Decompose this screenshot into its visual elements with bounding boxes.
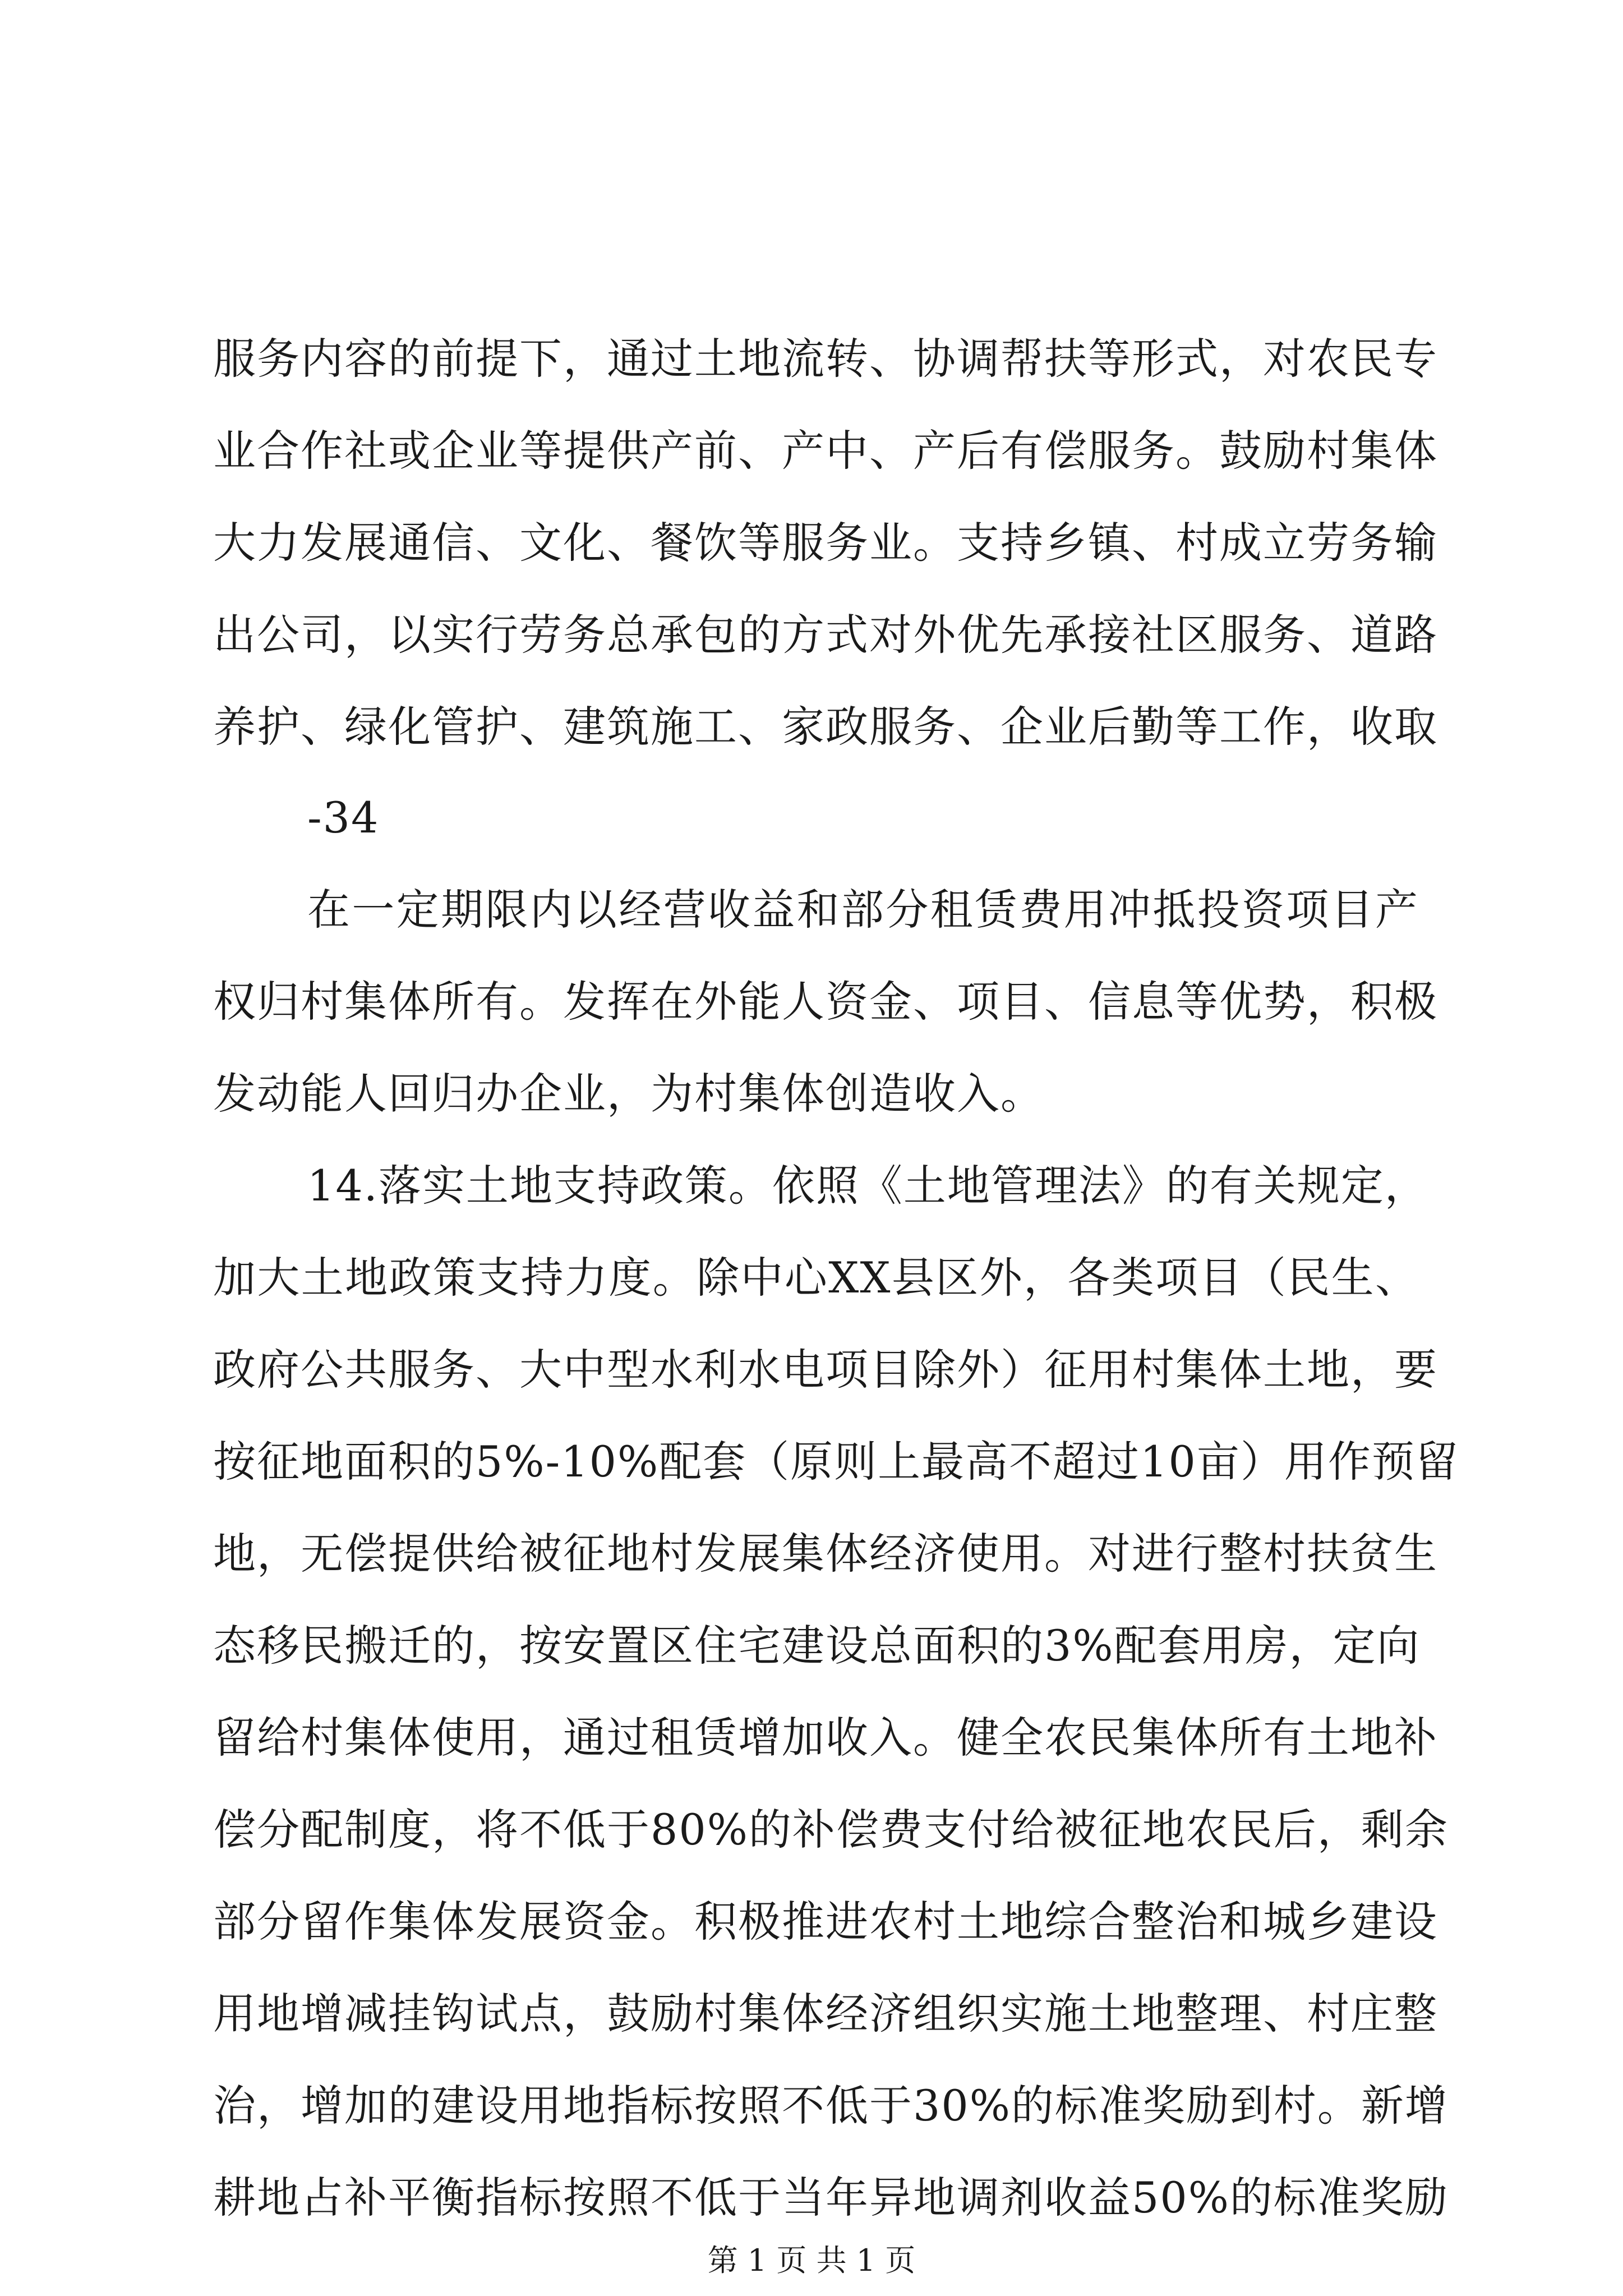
text-line: 出公司，以实行劳务总承包的方式对外优先承接社区服务、道路 <box>213 610 1438 660</box>
page-number-marker: -34 <box>307 793 380 843</box>
text-line: 权归村集体所有。发挥在外能人资金、项目、信息等优势，积极 <box>213 977 1438 1027</box>
text-line: 在一定期限内以经营收益和部分租赁费用冲抵投资项目产 <box>307 885 1419 935</box>
text-line: 态移民搬迁的，按安置区住宅建设总面积的3%配套用房，定向 <box>213 1621 1421 1671</box>
text-line: 留给村集体使用，通过租赁增加收入。健全农民集体所有土地补 <box>213 1713 1438 1763</box>
page-footer: 第 1 页 共 1 页 <box>707 2243 916 2278</box>
section-heading-line: 14.落实土地支持政策。依照《土地管理法》的有关规定， <box>307 1161 1428 1211</box>
text-line: 地，无偿提供给被征地村发展集体经济使用。对进行整村扶贫生 <box>213 1529 1438 1579</box>
text-line: 部分留作集体发展资金。积极推进农村土地综合整治和城乡建设 <box>213 1897 1438 1947</box>
text-line: 发动能人回归办企业，为村集体创造收入。 <box>213 1069 1044 1119</box>
text-line: 大力发展通信、文化、餐饮等服务业。支持乡镇、村成立劳务输 <box>213 518 1438 568</box>
text-line: 按征地面积的5%-10%配套（原则上最高不超过10亩）用作预留 <box>213 1437 1459 1487</box>
text-line: 治，增加的建设用地指标按照不低于30%的标准奖励到村。新增 <box>213 2081 1449 2131</box>
text-line: 业合作社或企业等提供产前、产中、产后有偿服务。鼓励村集体 <box>213 426 1438 476</box>
text-line: 加大土地政策支持力度。除中心XX县区外，各类项目（民生、 <box>213 1253 1419 1303</box>
text-line: 养护、绿化管护、建筑施工、家政服务、企业后勤等工作，收取 <box>213 702 1438 752</box>
text-line: 用地增减挂钩试点，鼓励村集体经济组织实施土地整理、村庄整 <box>213 1989 1438 2039</box>
text-line: 政府公共服务、大中型水利水电项目除外）征用村集体土地，要 <box>213 1345 1438 1395</box>
text-line: 偿分配制度，将不低于80%的补偿费支付给被征地农民后，剩余 <box>213 1805 1449 1855</box>
text-line: 服务内容的前提下，通过土地流转、协调帮扶等形式，对农民专 <box>213 334 1438 384</box>
text-line: 耕地占补平衡指标按照不低于当年异地调剂收益50%的标准奖励 <box>213 2173 1449 2223</box>
